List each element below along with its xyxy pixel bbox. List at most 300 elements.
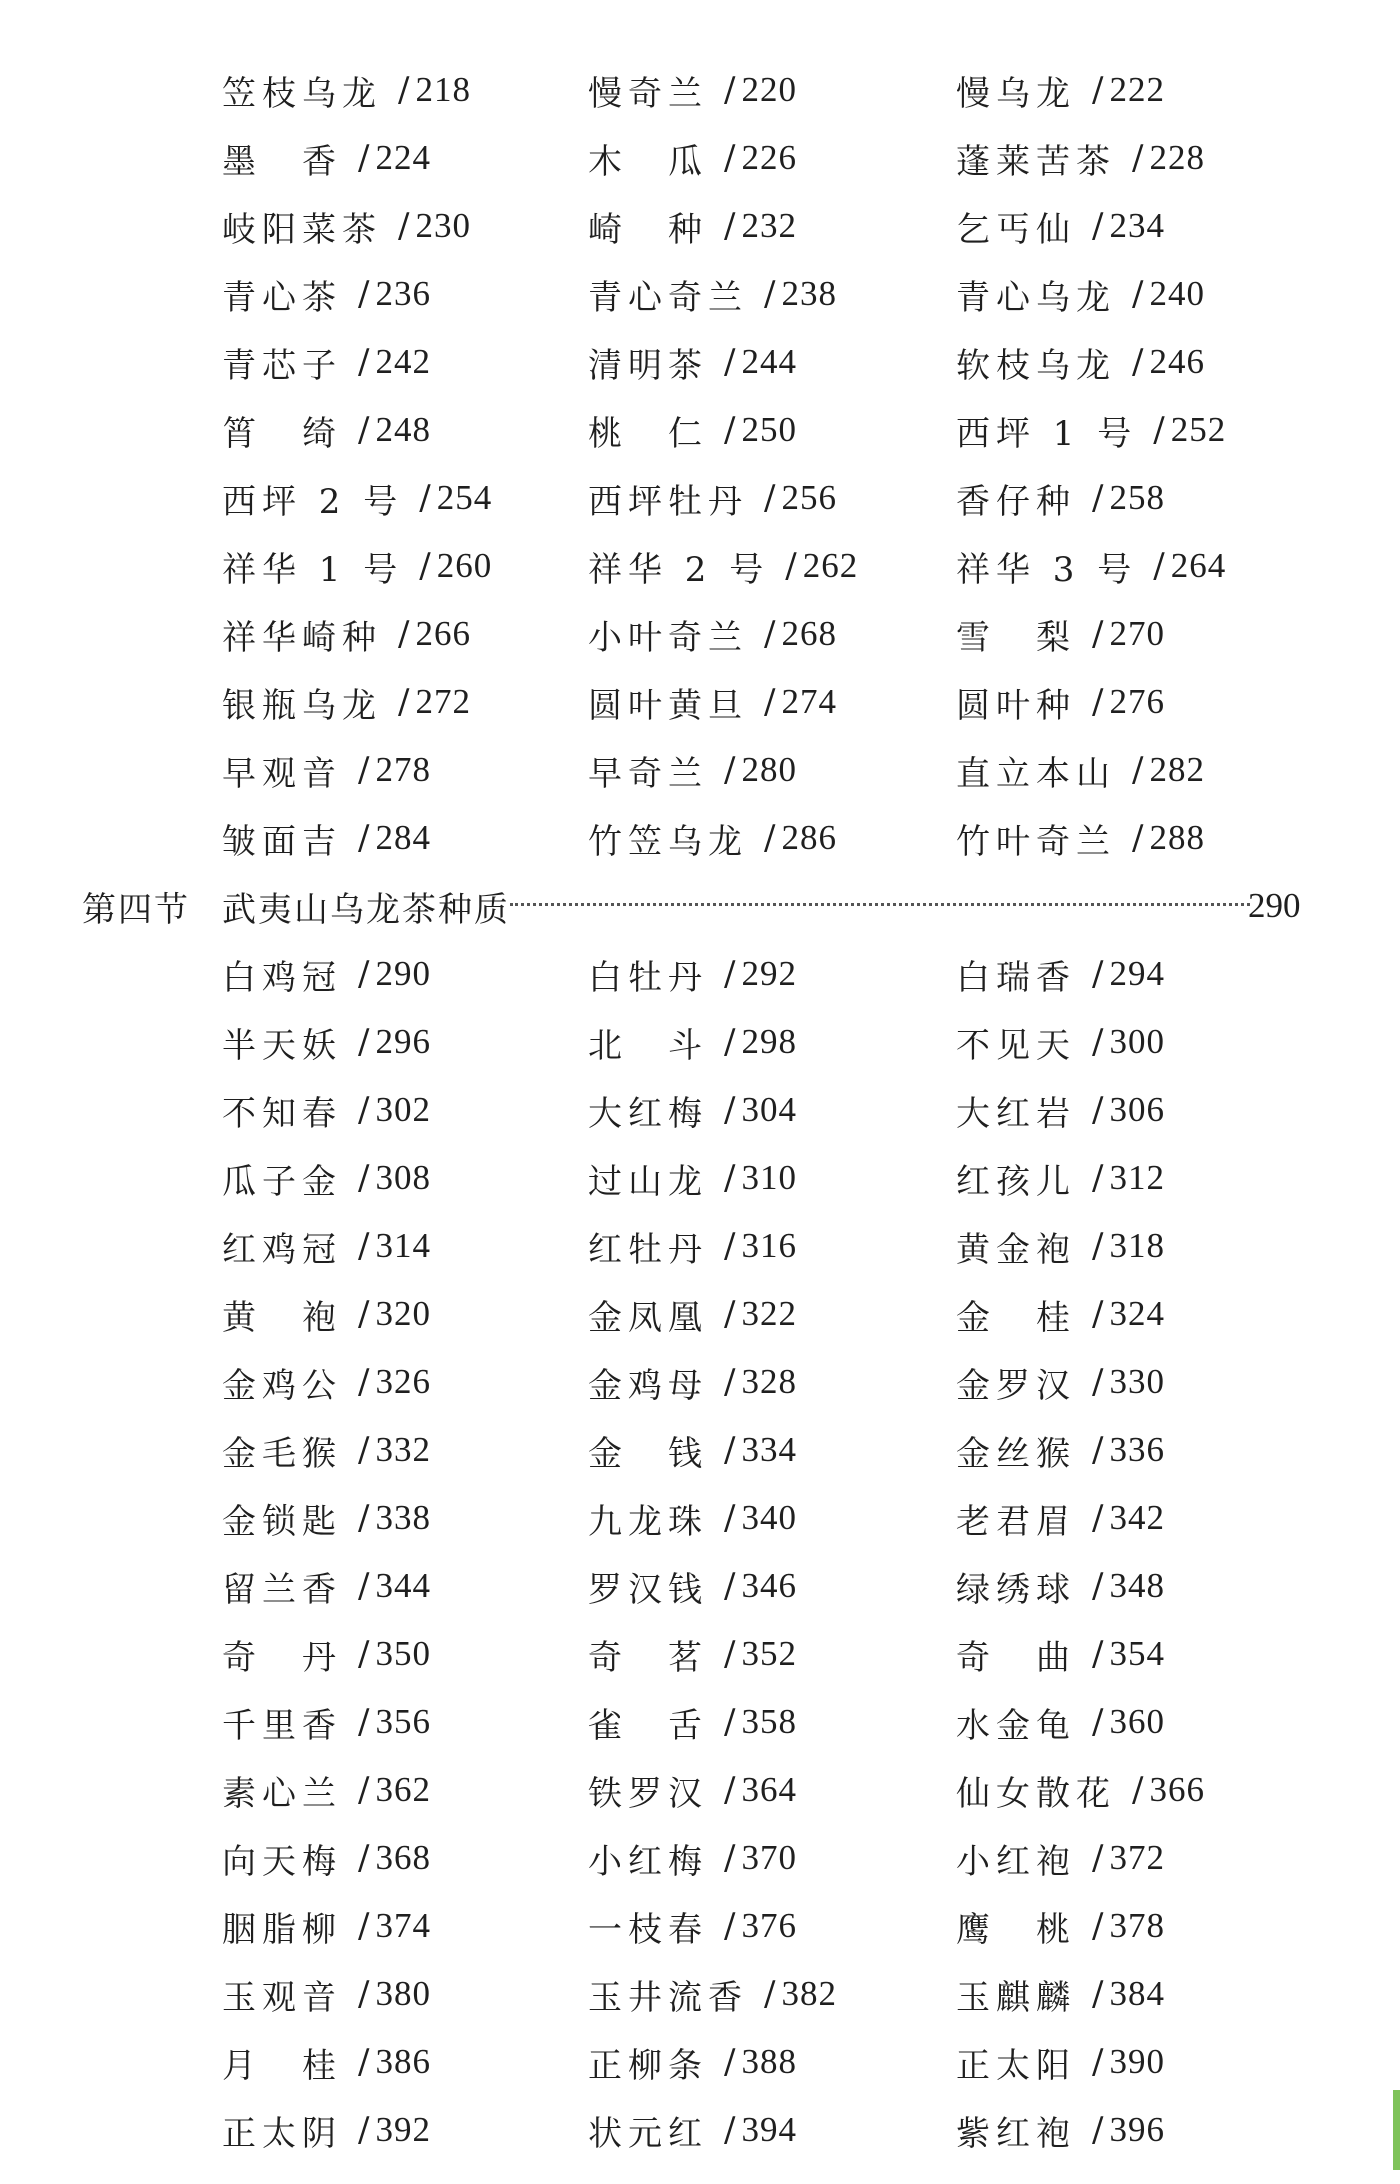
toc-row — [0, 260, 1400, 328]
toc-entry[interactable] — [588, 2028, 797, 2096]
entry-name: 正柳条 — [588, 2045, 708, 2086]
entry-separator: / — [724, 1634, 736, 1674]
entry-page-number: 358 — [741, 1702, 797, 1741]
entry-page-number: 312 — [1109, 1158, 1165, 1197]
page-edge-tab — [1393, 2090, 1400, 2170]
entry-name: 白鸡冠 — [222, 957, 342, 998]
entry-page-number: 352 — [741, 1634, 797, 1673]
entry-separator: / — [358, 1226, 370, 1266]
entry-page-number: 274 — [781, 682, 837, 721]
toc-row — [0, 736, 1400, 804]
toc-entry[interactable] — [222, 1756, 431, 1824]
entry-page-number: 262 — [802, 546, 859, 585]
entry-name: 早观音 — [222, 753, 342, 794]
toc-entry[interactable] — [222, 1348, 431, 1416]
entry-page-number: 232 — [741, 206, 797, 245]
toc-entry[interactable] — [222, 260, 431, 328]
toc-entry[interactable] — [588, 804, 837, 872]
toc-entry[interactable] — [222, 1008, 431, 1076]
entry-page-number: 318 — [1109, 1226, 1165, 1265]
toc-entry[interactable] — [222, 1824, 431, 1892]
toc-entry[interactable] — [222, 1620, 431, 1688]
toc-entry[interactable] — [956, 328, 1205, 396]
entry-name: 金鸡母 — [588, 1365, 708, 1406]
entry-name: 青芯子 — [222, 345, 342, 386]
entry-separator: / — [358, 1498, 370, 1538]
toc-entry[interactable] — [588, 396, 797, 464]
entry-separator: / — [1092, 1566, 1104, 1606]
entry-page-number: 356 — [375, 1702, 431, 1741]
entry-name: 鹰 桃 — [956, 1909, 1076, 1950]
entry-page-number: 254 — [436, 478, 493, 517]
entry-name: 不知春 — [222, 1093, 342, 1134]
entry-page-number: 396 — [1109, 2110, 1165, 2149]
entry-page-number: 228 — [1149, 138, 1205, 177]
toc-entry[interactable] — [956, 1960, 1165, 2028]
toc-entry[interactable] — [222, 736, 431, 804]
toc-entry[interactable] — [222, 1280, 431, 1348]
entry-separator: / — [724, 2110, 736, 2150]
toc-entry[interactable] — [588, 192, 797, 260]
toc-entry[interactable] — [588, 328, 797, 396]
entry-page-number: 390 — [1109, 2042, 1165, 2081]
toc-entry[interactable] — [222, 804, 431, 872]
toc-entry[interactable] — [588, 532, 858, 600]
entry-name: 不见天 — [956, 1025, 1076, 1066]
entry-separator: / — [1132, 274, 1144, 314]
toc-row — [0, 2096, 1400, 2164]
toc-entry[interactable] — [588, 1416, 797, 1484]
entry-separator: / — [358, 274, 370, 314]
entry-name: 水金龟 — [956, 1705, 1076, 1746]
entry-name: 黄金袍 — [956, 1229, 1076, 1270]
entry-name: 岐阳菜茶 — [222, 209, 382, 250]
toc-entry[interactable] — [956, 940, 1165, 1008]
entry-page-number: 302 — [375, 1090, 431, 1129]
entry-page-number: 370 — [741, 1838, 797, 1877]
entry-separator: / — [358, 1770, 370, 1810]
toc-row — [0, 1688, 1400, 1756]
entry-page-number: 294 — [1109, 954, 1165, 993]
toc-entry[interactable] — [588, 736, 797, 804]
entry-separator: / — [1092, 954, 1104, 994]
entry-separator: / — [358, 2042, 370, 2082]
entry-name: 绿绣球 — [956, 1569, 1076, 1610]
toc-entry[interactable] — [222, 1212, 431, 1280]
toc-entry[interactable] — [588, 600, 837, 668]
entry-separator: / — [1092, 1362, 1104, 1402]
entry-page-number: 336 — [1109, 1430, 1165, 1469]
toc-entry[interactable] — [222, 1960, 431, 2028]
entry-separator: / — [1092, 1838, 1104, 1878]
entry-name: 金 桂 — [956, 1297, 1076, 1338]
toc-entry[interactable] — [222, 124, 431, 192]
toc-entry[interactable] — [222, 328, 431, 396]
entry-separator: / — [1132, 750, 1144, 790]
entry-separator: / — [358, 410, 370, 450]
section-title: 武夷山乌龙茶种质 — [222, 889, 510, 930]
entry-separator: / — [1092, 1294, 1104, 1334]
entry-page-number: 322 — [741, 1294, 797, 1333]
toc-row — [0, 2028, 1400, 2096]
toc-entry[interactable] — [588, 124, 797, 192]
entry-separator: / — [1092, 1226, 1104, 1266]
entry-separator: / — [1092, 1702, 1104, 1742]
entry-page-number: 388 — [741, 2042, 797, 2081]
toc-entry[interactable] — [588, 1008, 797, 1076]
entry-separator: / — [358, 1566, 370, 1606]
entry-page-number: 308 — [375, 1158, 431, 1197]
entry-page-number: 258 — [1109, 478, 1165, 517]
entry-name: 红鸡冠 — [222, 1229, 342, 1270]
toc-grid-bottom — [0, 940, 1400, 2164]
entry-separator: / — [1092, 1634, 1104, 1674]
entry-page-number: 348 — [1109, 1566, 1165, 1605]
toc-entry[interactable] — [588, 1756, 797, 1824]
entry-separator: / — [724, 1294, 736, 1334]
toc-entry[interactable] — [222, 2096, 431, 2164]
entry-page-number: 338 — [375, 1498, 431, 1537]
toc-entry[interactable] — [956, 464, 1165, 532]
entry-page-number: 278 — [375, 750, 431, 789]
entry-page-number: 386 — [375, 2042, 431, 2081]
entry-name: 崎 种 — [588, 209, 708, 250]
entry-name: 早奇兰 — [588, 753, 708, 794]
entry-name: 白瑞香 — [956, 957, 1076, 998]
toc-entry[interactable] — [956, 124, 1205, 192]
toc-entry[interactable] — [222, 600, 471, 668]
toc-entry[interactable] — [588, 668, 837, 736]
entry-separator: / — [1092, 2110, 1104, 2150]
entry-name: 桃 仁 — [588, 413, 708, 454]
toc-entry[interactable] — [588, 464, 837, 532]
entry-page-number: 260 — [436, 546, 493, 585]
toc-row — [0, 1484, 1400, 1552]
toc-entry[interactable] — [956, 260, 1205, 328]
entry-name: 留兰香 — [222, 1569, 342, 1610]
entry-separator: / — [358, 2110, 370, 2150]
entry-page-number: 332 — [375, 1430, 431, 1469]
entry-name: 直立本山 — [956, 753, 1116, 794]
toc-entry[interactable] — [222, 2028, 431, 2096]
toc-entry[interactable] — [956, 1892, 1165, 1960]
entry-separator: / — [398, 206, 410, 246]
entry-page-number: 368 — [375, 1838, 431, 1877]
entry-page-number: 242 — [375, 342, 431, 381]
entry-name: 青心奇兰 — [588, 277, 748, 318]
toc-row — [0, 940, 1400, 1008]
entry-page-number: 264 — [1170, 546, 1227, 585]
toc-entry[interactable] — [222, 56, 471, 124]
entry-page-number: 340 — [741, 1498, 797, 1537]
toc-entry[interactable] — [956, 56, 1165, 124]
entry-separator: / — [1092, 478, 1104, 518]
toc-entry[interactable] — [956, 1144, 1165, 1212]
toc-entry[interactable] — [222, 192, 471, 260]
entry-separator: / — [398, 70, 410, 110]
toc-entry[interactable] — [222, 1144, 431, 1212]
toc-entry[interactable] — [956, 192, 1165, 260]
toc-entry[interactable] — [222, 464, 492, 532]
entry-page-number: 252 — [1170, 410, 1227, 449]
toc-entry[interactable] — [588, 1484, 797, 1552]
entry-page-number: 334 — [741, 1430, 797, 1469]
entry-name: 圆叶种 — [956, 685, 1076, 726]
toc-entry[interactable] — [588, 2096, 797, 2164]
toc-entry[interactable] — [956, 1348, 1165, 1416]
entry-name: 过山龙 — [588, 1161, 708, 1202]
entry-separator: / — [358, 1838, 370, 1878]
entry-separator: / — [1092, 682, 1104, 722]
entry-name: 正太阳 — [956, 2045, 1076, 2086]
toc-entry[interactable] — [588, 1892, 797, 1960]
entry-separator: / — [358, 750, 370, 790]
entry-name: 银瓶乌龙 — [222, 685, 382, 726]
entry-name: 西坪牡丹 — [588, 481, 748, 522]
entry-name: 一枝春 — [588, 1909, 708, 1950]
entry-page-number: 350 — [375, 1634, 431, 1673]
toc-row — [0, 1212, 1400, 1280]
entry-name: 青心茶 — [222, 277, 342, 318]
entry-page-number: 300 — [1109, 1022, 1165, 1061]
toc-entry[interactable] — [222, 1688, 431, 1756]
section-label: 第四节 — [82, 889, 190, 930]
entry-name: 紫红袍 — [956, 2113, 1076, 2154]
toc-row — [0, 600, 1400, 668]
toc-row — [0, 1144, 1400, 1212]
toc-entry[interactable] — [588, 1348, 797, 1416]
toc-entry[interactable] — [222, 668, 471, 736]
toc-row — [0, 1552, 1400, 1620]
toc-entry[interactable] — [222, 1484, 431, 1552]
toc-row — [0, 1076, 1400, 1144]
entry-separator: / — [724, 70, 736, 110]
toc-entry[interactable] — [222, 1416, 431, 1484]
entry-separator: / — [419, 546, 431, 586]
entry-page-number: 310 — [741, 1158, 797, 1197]
entry-page-number: 238 — [781, 274, 837, 313]
entry-name: 金毛猴 — [222, 1433, 342, 1474]
entry-page-number: 224 — [375, 138, 431, 177]
entry-separator: / — [724, 1158, 736, 1198]
toc-entry[interactable] — [222, 532, 492, 600]
entry-separator: / — [724, 138, 736, 178]
toc-entry[interactable] — [588, 1824, 797, 1892]
entry-name: 青心乌龙 — [956, 277, 1116, 318]
toc-entry[interactable] — [956, 2028, 1165, 2096]
entry-name: 小红梅 — [588, 1841, 708, 1882]
entry-separator: / — [398, 614, 410, 654]
entry-name: 竹笠乌龙 — [588, 821, 748, 862]
entry-name: 乞丐仙 — [956, 209, 1076, 250]
entry-name: 西坪 2 号 — [222, 481, 404, 522]
entry-name: 黄 袍 — [222, 1297, 342, 1338]
toc-row — [0, 532, 1400, 600]
toc-entry[interactable] — [588, 1076, 797, 1144]
toc-entry[interactable] — [588, 1144, 797, 1212]
entry-separator: / — [358, 342, 370, 382]
entry-name: 金锁匙 — [222, 1501, 342, 1542]
entry-separator: / — [785, 546, 797, 586]
entry-page-number: 326 — [375, 1362, 431, 1401]
toc-row — [0, 1280, 1400, 1348]
entry-page-number: 378 — [1109, 1906, 1165, 1945]
entry-name: 墨 香 — [222, 141, 342, 182]
entry-page-number: 290 — [375, 954, 431, 993]
toc-entry[interactable] — [588, 260, 837, 328]
section-heading[interactable] — [0, 872, 1400, 940]
entry-name: 大红梅 — [588, 1093, 708, 1134]
toc-entry[interactable] — [222, 940, 431, 1008]
entry-separator: / — [764, 818, 776, 858]
toc-entry[interactable] — [956, 804, 1205, 872]
toc-row — [0, 192, 1400, 260]
entry-page-number: 256 — [781, 478, 837, 517]
toc-entry[interactable] — [588, 1960, 837, 2028]
entry-page-number: 324 — [1109, 1294, 1165, 1333]
entry-separator: / — [1092, 614, 1104, 654]
entry-name: 小红袍 — [956, 1841, 1076, 1882]
entry-page-number: 272 — [415, 682, 471, 721]
entry-page-number: 286 — [781, 818, 837, 857]
entry-name: 祥华 3 号 — [956, 549, 1138, 590]
entry-page-number: 248 — [375, 410, 431, 449]
section-page-number: 290 — [1248, 886, 1301, 925]
toc-entry[interactable] — [956, 1756, 1205, 1824]
entry-separator: / — [358, 1022, 370, 1062]
entry-name: 瓜子金 — [222, 1161, 342, 1202]
toc-entry[interactable] — [222, 1892, 431, 1960]
toc-row — [0, 328, 1400, 396]
entry-name: 金罗汉 — [956, 1365, 1076, 1406]
entry-name: 奇 曲 — [956, 1637, 1076, 1678]
entry-separator: / — [724, 1022, 736, 1062]
entry-separator: / — [764, 478, 776, 518]
entry-page-number: 330 — [1109, 1362, 1165, 1401]
entry-separator: / — [1092, 1090, 1104, 1130]
toc-row — [0, 1620, 1400, 1688]
toc-entry[interactable] — [956, 736, 1205, 804]
toc-entry[interactable] — [956, 396, 1226, 464]
toc-entry[interactable] — [956, 1008, 1165, 1076]
toc-entry[interactable] — [956, 1076, 1165, 1144]
entry-separator: / — [1092, 1022, 1104, 1062]
toc-entry[interactable] — [956, 1212, 1165, 1280]
entry-separator: / — [724, 1838, 736, 1878]
entry-name: 罗汉钱 — [588, 1569, 708, 1610]
toc-entry[interactable] — [956, 1620, 1165, 1688]
toc-entry[interactable] — [956, 1484, 1165, 1552]
entry-separator: / — [764, 274, 776, 314]
toc-entry[interactable] — [956, 1824, 1165, 1892]
entry-name: 向天梅 — [222, 1841, 342, 1882]
toc-entry[interactable] — [956, 1688, 1165, 1756]
toc-entry[interactable] — [956, 600, 1165, 668]
entry-name: 半天妖 — [222, 1025, 342, 1066]
toc-entry[interactable] — [588, 1620, 797, 1688]
entry-name: 雀 舌 — [588, 1705, 708, 1746]
entry-separator: / — [358, 1906, 370, 1946]
entry-page-number: 230 — [415, 206, 471, 245]
entry-page-number: 380 — [375, 1974, 431, 2013]
entry-page-number: 314 — [375, 1226, 431, 1265]
toc-entry[interactable] — [588, 1688, 797, 1756]
toc-row — [0, 56, 1400, 124]
toc-entry[interactable] — [956, 532, 1226, 600]
entry-page-number: 354 — [1109, 1634, 1165, 1673]
entry-page-number: 328 — [741, 1362, 797, 1401]
entry-name: 胭脂柳 — [222, 1909, 342, 1950]
entry-page-number: 346 — [741, 1566, 797, 1605]
entry-separator: / — [764, 1974, 776, 2014]
entry-page-number: 282 — [1149, 750, 1205, 789]
toc-entry[interactable] — [222, 1552, 431, 1620]
entry-name: 金丝猴 — [956, 1433, 1076, 1474]
entry-name: 正太阴 — [222, 2113, 342, 2154]
toc-entry[interactable] — [956, 1280, 1165, 1348]
toc-entry[interactable] — [956, 1552, 1165, 1620]
entry-name: 软枝乌龙 — [956, 345, 1116, 386]
toc-entry[interactable] — [588, 1280, 797, 1348]
toc-entry[interactable] — [956, 668, 1165, 736]
entry-separator: / — [398, 682, 410, 722]
entry-separator: / — [1132, 342, 1144, 382]
toc-entry[interactable] — [588, 1552, 797, 1620]
entry-name: 西坪 1 号 — [956, 413, 1138, 454]
entry-separator: / — [1132, 138, 1144, 178]
entry-separator: / — [1153, 546, 1165, 586]
entry-page-number: 342 — [1109, 1498, 1165, 1537]
entry-name: 清明茶 — [588, 345, 708, 386]
entry-page-number: 360 — [1109, 1702, 1165, 1741]
entry-name: 仙女散花 — [956, 1773, 1116, 1814]
entry-separator: / — [1092, 1498, 1104, 1538]
entry-name: 皱面吉 — [222, 821, 342, 862]
entry-page-number: 372 — [1109, 1838, 1165, 1877]
toc-row — [0, 804, 1400, 872]
entry-name: 金鸡公 — [222, 1365, 342, 1406]
entry-page-number: 316 — [741, 1226, 797, 1265]
entry-separator: / — [358, 1974, 370, 2014]
toc-entry[interactable] — [222, 396, 431, 464]
toc-entry[interactable] — [956, 1416, 1165, 1484]
toc-entry[interactable] — [588, 56, 797, 124]
entry-name: 香仔种 — [956, 481, 1076, 522]
toc-entry[interactable] — [222, 1076, 431, 1144]
entry-separator: / — [358, 1362, 370, 1402]
entry-name: 玉观音 — [222, 1977, 342, 2018]
entry-name: 红孩儿 — [956, 1161, 1076, 1202]
entry-separator: / — [724, 1226, 736, 1266]
entry-name: 千里香 — [222, 1705, 342, 1746]
toc-entry[interactable] — [588, 940, 797, 1008]
entry-name: 铁罗汉 — [588, 1773, 708, 1814]
entry-separator: / — [724, 750, 736, 790]
entry-page-number: 288 — [1149, 818, 1205, 857]
entry-name: 筲 绮 — [222, 413, 342, 454]
dot-leader — [510, 903, 1250, 906]
entry-page-number: 284 — [375, 818, 431, 857]
entry-page-number: 226 — [741, 138, 797, 177]
entry-page-number: 306 — [1109, 1090, 1165, 1129]
entry-separator: / — [358, 1430, 370, 1470]
toc-entry[interactable] — [588, 1212, 797, 1280]
entry-separator: / — [1092, 206, 1104, 246]
toc-entry[interactable] — [956, 2096, 1165, 2164]
entry-separator: / — [724, 1770, 736, 1810]
entry-page-number: 268 — [781, 614, 837, 653]
entry-separator: / — [724, 1566, 736, 1606]
